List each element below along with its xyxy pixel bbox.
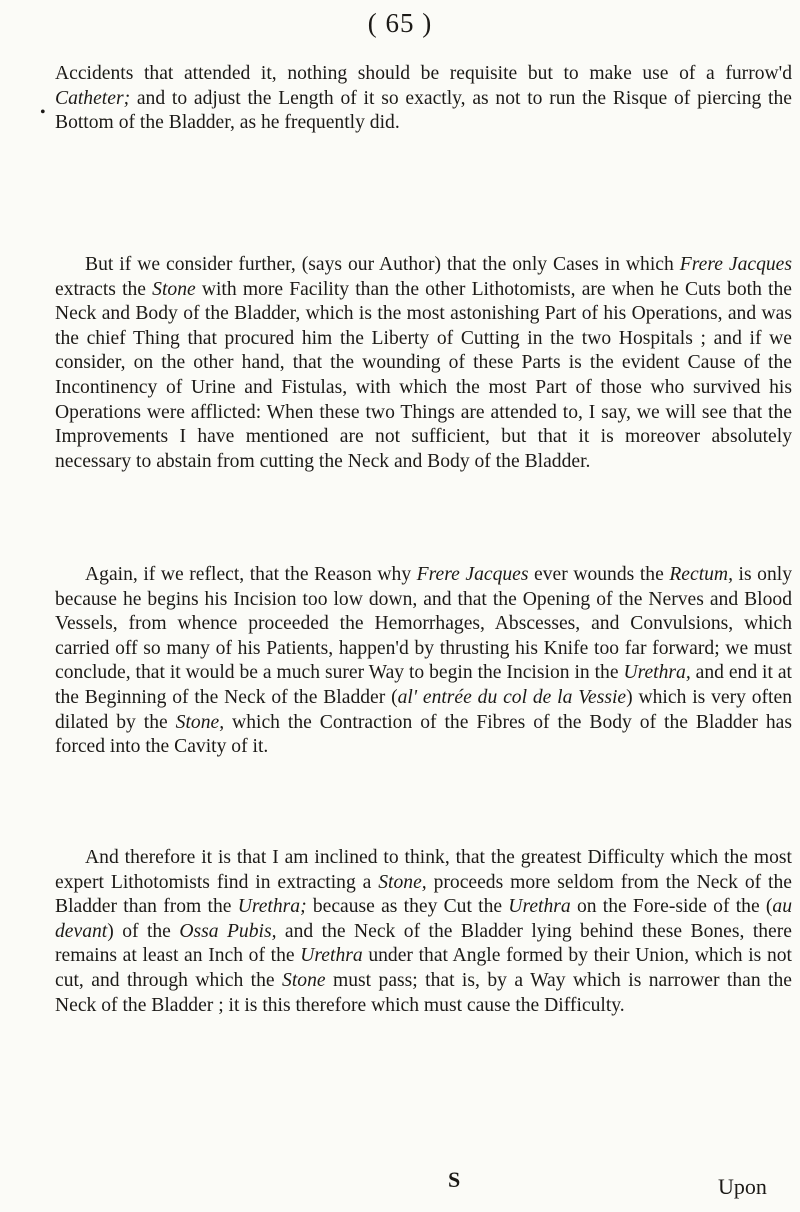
italic-term: Stone, (175, 711, 225, 733)
italic-term: al' entrée du col de la Vessie (397, 686, 627, 708)
italic-term: Frere Jacques (416, 564, 529, 585)
paragraph-3 (55, 563, 792, 760)
text-run: ) which is very often dilated by the (55, 686, 792, 733)
text-run: Again, if we reflect, that the Reason why (85, 564, 417, 585)
text-run: ever wounds the (528, 564, 670, 585)
text-run: extracts the (55, 278, 153, 300)
paragraph-text (55, 846, 792, 1018)
italic-term: au devant (55, 896, 792, 942)
text-run: must pass; that is, by a Way which is narrower than the Neck of the Bladder ; it is this therefore which must cause the Difficulty. (55, 969, 792, 1016)
italic-term: Stone (152, 278, 196, 300)
catchword: Upon (718, 1174, 767, 1199)
italic-term: Catheter; (55, 87, 131, 109)
text-run: and to adjust the Length of it so exactly, as not to run the Risque of piercing the Bottom of the Bladder, as he frequently did. (55, 87, 792, 134)
paragraph-text (55, 563, 792, 760)
paragraph-2 (55, 253, 792, 474)
margin-mark: • (40, 104, 46, 121)
signature-mark: S (448, 1167, 461, 1192)
text-run: proceeds more seldom from the Neck of the Bladder than from the (55, 871, 792, 918)
page-footer (0, 1167, 800, 1203)
paragraph-1 (55, 62, 792, 136)
italic-term: Stone (282, 969, 326, 991)
paragraph-4 (55, 846, 792, 1018)
paragraph-text (55, 253, 792, 474)
italic-term: Urethra; (237, 896, 307, 918)
text-run: is only because he begins his Incision too low down, and that the Opening of the Nerves and Blood Vessels, from whence proceeded the Hemorrhages, Abscesses, and Convulsions, which carried off so many of his Patients, happen'd by thrusting his Knife too far forward; we must conclude, that it would be a much surer Way to begin the Incision in the (55, 564, 792, 684)
italic-term: Ossa Pubis, (179, 920, 277, 942)
text-run: under that Angle formed by their Union, which is not cut, and through which the (55, 945, 792, 991)
text-run: and end it at the Beginning of the Neck of the Bladder ( (55, 662, 792, 708)
text-run: And therefore it is that I am inclined to think, that the greatest Difficulty which the most expert Lithotomists find in extracting a (55, 847, 792, 893)
text-run: But if we consider further, (says our Author) that the only Cases in which (85, 254, 680, 275)
text-run: Accidents that attended it, nothing should be requisite but to make use of a furrow'd (55, 63, 792, 84)
text-run: because as they Cut the (306, 896, 509, 918)
italic-term: Urethra (300, 945, 363, 967)
text-run: which the Contraction of the Fibres of the Body of the Bladder has forced into the Cavity of it. (55, 711, 793, 758)
italic-term: Urethra (508, 896, 571, 918)
paragraph-text (55, 62, 792, 136)
text-run: with more Facility than the other Lithotomists, are when he Cuts both the Neck and Body of the Bladder, which is the most astonishing Part of his Operations, and was the chief Thing that procured him the Liberty of Cutting in the two Hospitals ; and if we consider, on the other hand, that the wounding of these Parts is the evident Cause of the Incontinency of Urine and Fistulas, with which the most Part of those who survived his Operations were afflicted: When these two Things are attended to, I say, we will see that the Improvements I have mentioned are not sufficient, but that it is moreover absolutely necessary to abstain from cutting the Neck and Body of the Bladder. (55, 278, 792, 472)
text-run: on the Fore-side of the ( (570, 896, 773, 918)
text-run: ) of the (107, 920, 180, 942)
italic-term: Urethra, (623, 662, 691, 684)
italic-term: Stone, (378, 871, 427, 893)
page-number: ( 65 ) (367, 8, 433, 38)
text-run: and the Neck of the Bladder lying behind these Bones, there remains at least an Inch of the (55, 920, 792, 967)
italic-term: Frere Jacques (679, 254, 792, 275)
italic-term: Rectum, (669, 564, 733, 585)
